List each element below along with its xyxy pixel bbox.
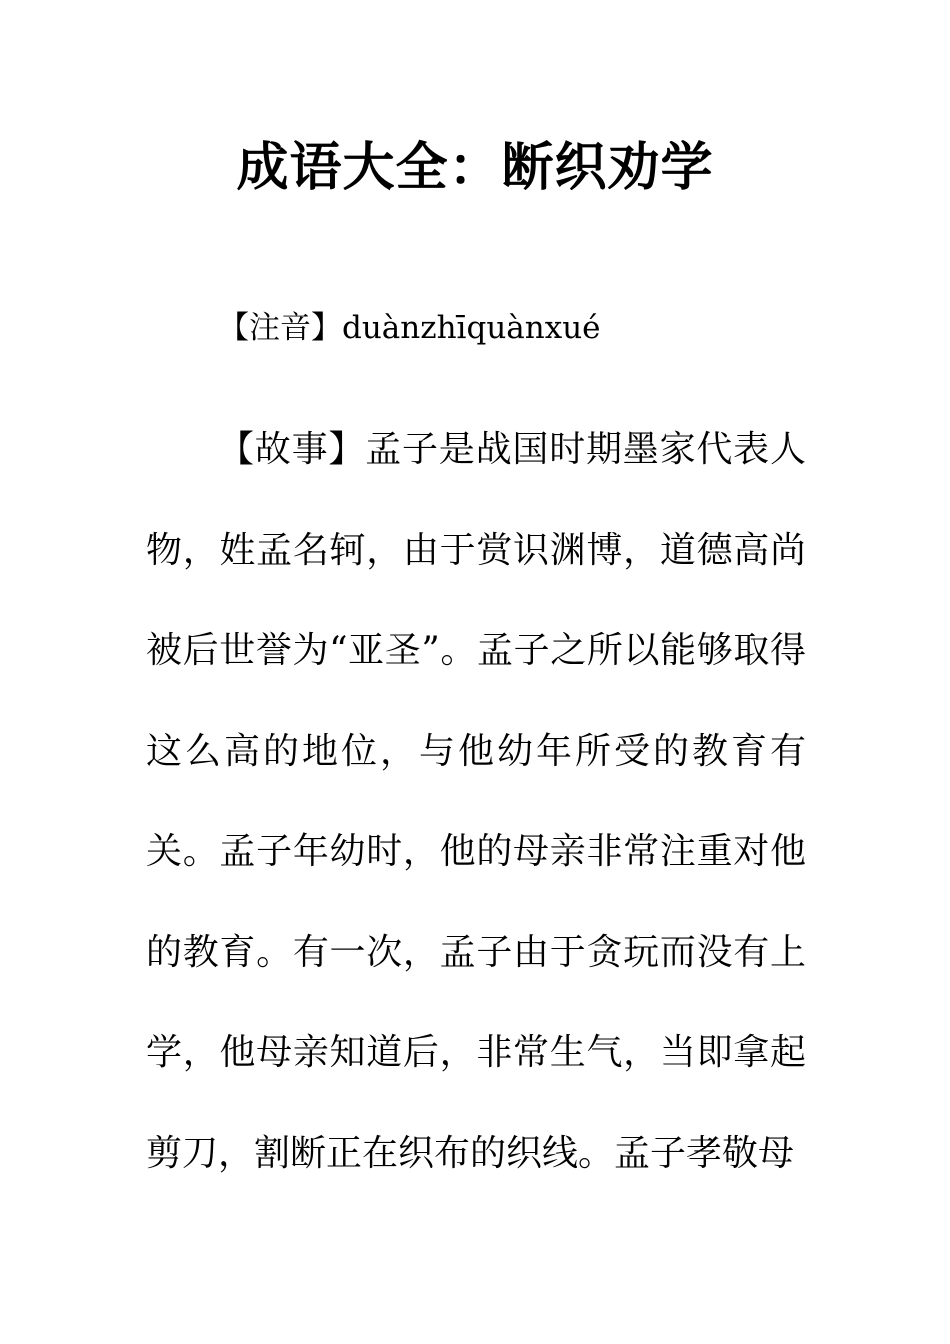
pinyin-line: 【注音】duànzhīquànxué bbox=[218, 310, 601, 346]
story-paragraph: 【故事】孟子是战国时期墨家代表人物，姓孟名轲，由于赏识渊博，道德高尚被后世誉为“亚圣”。孟子之所以能够取得这么高的地位，与他幼年所受的教育有关。孟子年幼时，他的母亲非常注重对他的教育。有一次，孟子由于贪玩而没有上学，他母亲知道后，非常生气，当即拿起剪刀，割断正在织布的织线。孟子孝敬母 bbox=[146, 429, 806, 1174]
document-title: 成语大全：断织劝学 bbox=[236, 138, 714, 198]
